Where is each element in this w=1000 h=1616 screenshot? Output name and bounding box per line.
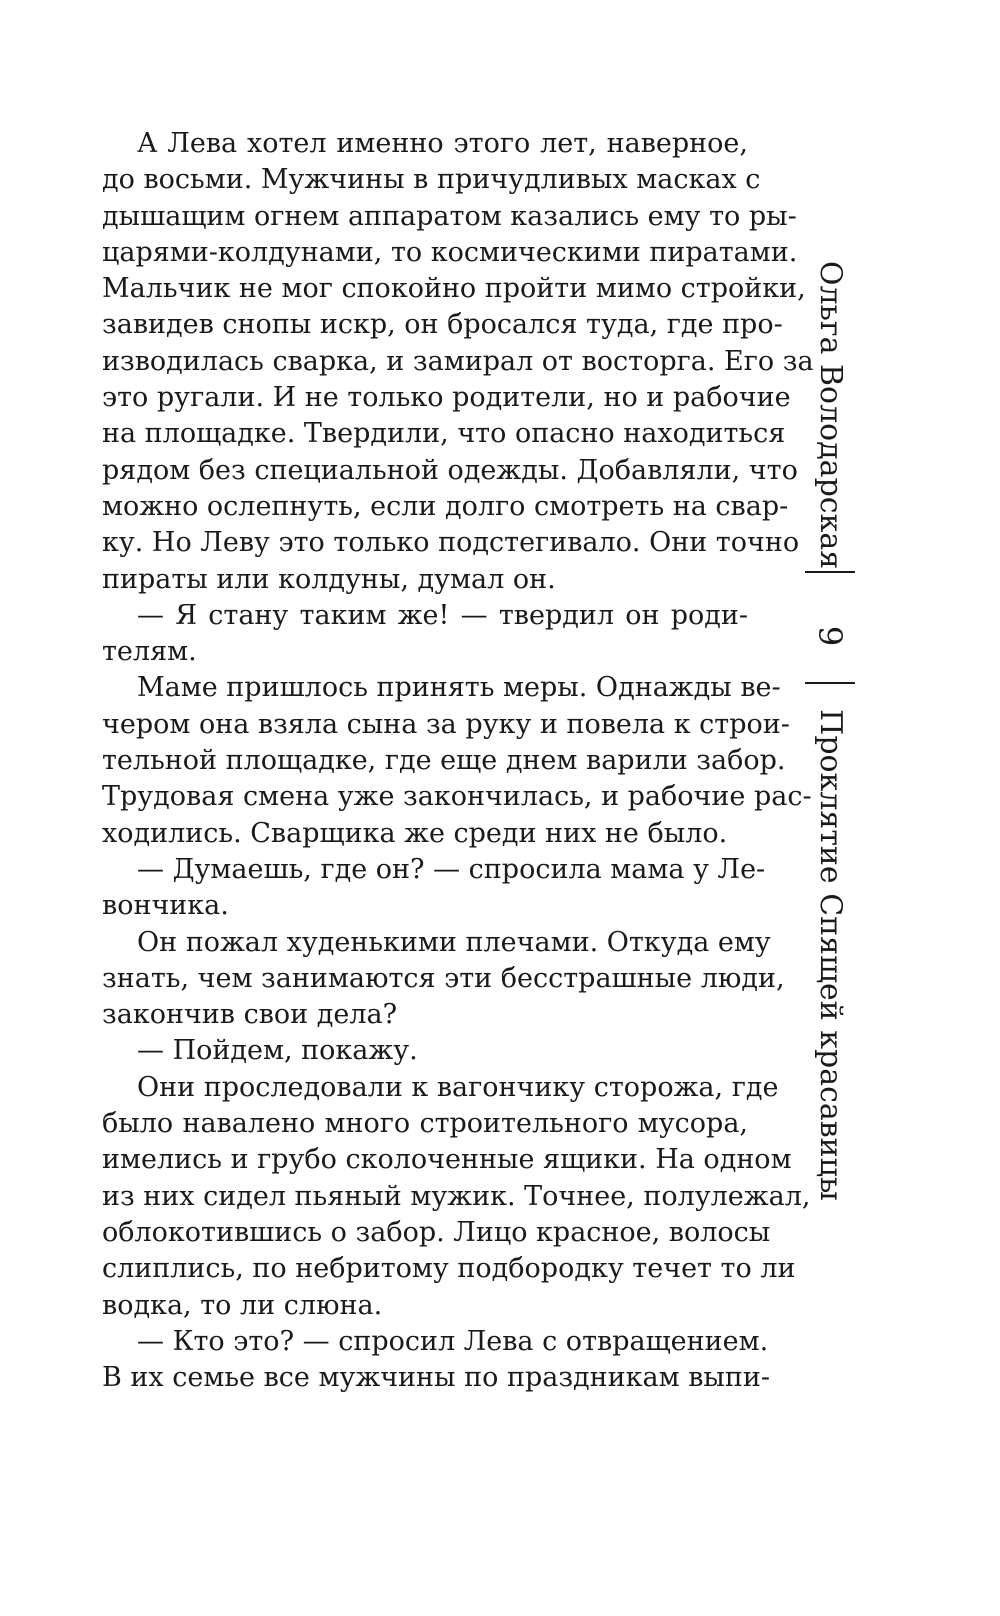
text-line: можно ослепнуть, если долго смотреть на свар- (102, 490, 789, 522)
running-head (760, 0, 900, 1616)
text-line: закончив свои дела? (102, 999, 398, 1031)
text-line: это ругали. И не только родители, но и рабочие (102, 382, 791, 414)
text-line: Он пожал худенькими плечами. Откуда ему (137, 926, 771, 958)
text-line: завидев снопы искр, он бросался туда, где про- (102, 309, 783, 341)
running-head-divider (805, 571, 855, 573)
body-text (102, 126, 814, 1396)
author-name: Ольга Володарская (813, 260, 848, 570)
text-line: рядом без специальной одежды. Добавляли, что (102, 454, 798, 486)
text-line: на площадке. Твердили, что опасно находиться (102, 418, 786, 450)
text-line: вончика. (102, 890, 229, 922)
text-line: — Пойдем, покажу. (137, 1035, 418, 1067)
text-line: царями-колдунами, то космическими пиратами. (102, 236, 798, 268)
text-line: знать, чем занимаются эти бесстрашные люди, (102, 962, 785, 994)
text-line: В их семье все мужчины по праздникам выпи- (102, 1362, 771, 1394)
text-line: из них сидел пьяный мужик. Точнее, полулежал, (102, 1180, 811, 1212)
running-head-divider (805, 682, 855, 684)
text-line: пираты или колдуны, думал он. (102, 563, 556, 595)
text-line: ходились. Сварщика же среди них не было. (102, 817, 728, 849)
text-line: чером она взяла сына за руку и повела к строи- (102, 708, 790, 740)
text-line: Маме пришлось принять меры. Однажды ве- (137, 672, 781, 704)
text-line: — Кто это? — спросил Лева с отвращением. (137, 1325, 769, 1357)
text-line: Трудовая смена уже закончилась, и рабочие рас- (102, 781, 812, 813)
text-line: тельной площадке, где еще днем варили забор. (102, 745, 786, 777)
text-line: слиплись, по небритому подбородку течет то ли (102, 1253, 796, 1285)
text-line: Мальчик не мог спокойно пройти мимо стройки, (102, 273, 806, 305)
text-line: ку. Но Леву это только подстегивало. Они точно (102, 527, 800, 559)
text-line: было навалено много строительного мусора, (102, 1108, 748, 1140)
text-line: Они проследовали к вагончику сторожа, где (137, 1071, 779, 1103)
text-line: А Лева хотел именно этого лет, наверное, (137, 128, 748, 159)
text-line: облокотившись о забор. Лицо красное, волосы (102, 1216, 771, 1248)
text-line: — Думаешь, где он? — спросила мама у Ле- (137, 853, 766, 885)
text-line: имелись и грубо сколоченные ящики. На одном (102, 1144, 792, 1176)
text-line: изводилась сварка, и замирал от восторга. Его за (102, 345, 814, 377)
page-number: 9 (811, 625, 849, 647)
text-line: — Я стану таким же! — твердил он роди- (137, 599, 748, 631)
text-line: телям. (102, 636, 197, 668)
text-line: до восьми. Мужчины в причудливых масках с (102, 164, 761, 196)
text-line: дышащим огнем аппаратом казались ему то ры- (102, 200, 797, 232)
book-title: Проклятие Спящей красавицы (813, 709, 848, 1201)
text-line: водка, то ли слюна. (102, 1289, 383, 1321)
